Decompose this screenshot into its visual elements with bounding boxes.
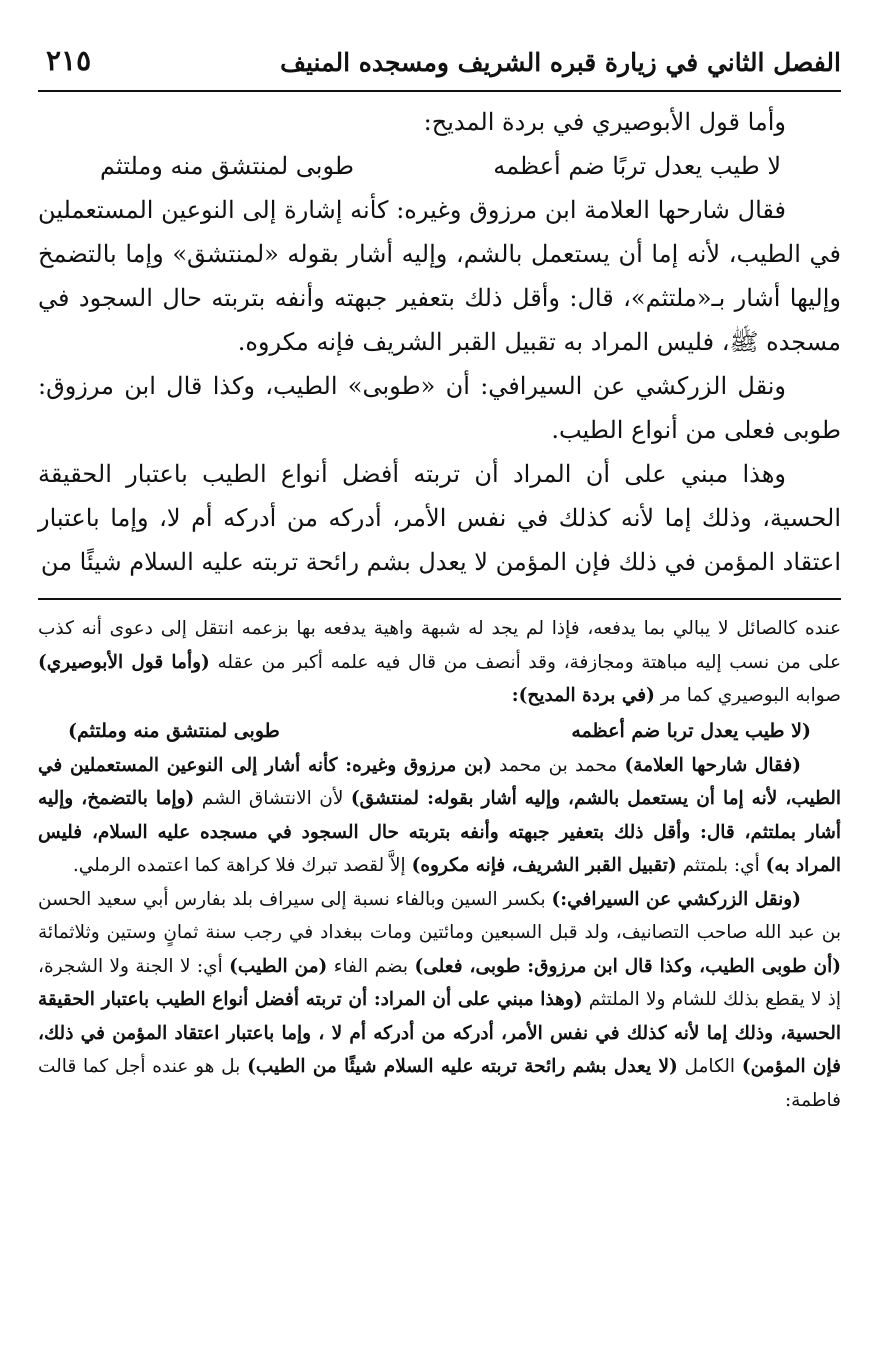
page-number: ٢١٥ — [46, 44, 92, 77]
note-text: بكسر السين وبالفاء نسبة إلى سيراف بلد بفارس أبي سعيد الحسن بن عبد الله صاحب التصانيف، ولد قبل السبعين ومائتين ومات ببغداد في رجب سنة ثمانٍ وستين وثلاثمائة — [38, 888, 841, 943]
poem-verse — [38, 144, 841, 188]
footnote-separator — [38, 598, 841, 600]
paragraph: فقال شارحها العلامة ابن مرزوق وغيره: كأنه إشارة إلى النوعين المستعملين في الطيب، لأنه إما أن يستعمل بالشم، وإليه أشار بقوله «لمنتشق» وإما بالتضمخ وإليها أشار بـ«ملتثم»، قال: وأقل ذلك بتعفير جبهته وأنفه بتربته حال السجود في مسجده ﷺ، فليس المراد به تقبيل القبر الشريف فإنه مكروه. — [38, 196, 841, 356]
quoted-text: (في بردة المديح): — [511, 685, 655, 706]
verse-first-hemistich: لا طيب يعدل تربًا ضم أعظمه — [493, 152, 781, 180]
paragraph: وهذا مبني على أن المراد أن تربته أفضل أنواع الطيب باعتبار الحقيقة الحسية، وذلك إما لأنه كذلك في نفس الأمر، أدركه من أدركه أم لا، وإما باعتبار اعتقاد المؤمن في ذلك فإن المؤمن لا يعدل بشم رائحة تربته عليه السلام شيئًا من — [38, 460, 841, 576]
poem-verse — [38, 713, 841, 749]
quoted-text: (من الطيب) — [229, 955, 328, 977]
note-text: إلاَّ لقصد تبرك فلا كراهة كما اعتمده الرملي. — [72, 855, 412, 876]
quoted-text: (لا يعدل بشم رائحة تربته عليه السلام شيئًا من الطيب) — [247, 1056, 678, 1077]
quoted-text: (ونقل الزركشي عن السيرافي:) — [551, 888, 801, 910]
verse-second-hemistich: طوبى لمنتشق منه وملتثم — [100, 152, 354, 180]
quoted-text: (أن طوبى الطيب، وكذا قال ابن مرزوق: طوبى، فعلى) — [414, 955, 842, 977]
quoted-text: (وهذا مبني على أن المراد: أن تربته أفضل أنواع الطيب باعتبار الحقيقة الحسية، وذلك إما لأنه كذلك في نفس الأمر، أدركه من أدركه أم لا ، وإما باعتبار اعتقاد المؤمن في ذلك، فإن المؤمن) — [38, 989, 841, 1077]
quoted-text: (بن مرزوق وغيره: كأنه أشار إلى النوعين المستعملين في الطيب، لأنه إما أن يستعمل بالشم، وإليه أشار بقوله: لمنتشق) — [38, 754, 841, 809]
note-text: بضم الفاء — [327, 955, 415, 977]
chapter-title: الفصل الثاني في زيارة قبره الشريف ومسجده المنيف — [280, 48, 841, 77]
intro-line: وأما قول الأبوصيري في بردة المديح: — [423, 108, 786, 136]
note-text: صوابه البوصيري كما مر — [654, 685, 841, 706]
page-header — [38, 42, 841, 92]
note-text: محمد بن محمد — [491, 754, 625, 776]
quoted-text: (تقبيل القبر الشريف، فإنه مكروه) — [411, 855, 677, 876]
quoted-text: (فقال شارحها العلامة) — [624, 754, 801, 776]
note-text: أي: بلمتثم — [676, 855, 766, 876]
verse-second-hemistich: طوبى لمنتشق منه وملتثم) — [68, 719, 280, 742]
note-paragraph — [38, 883, 841, 1118]
verse-first-hemistich: (لا طيب يعدل تربا ضم أعظمه — [571, 719, 811, 742]
note-text: لأن الانتشاق الشم — [194, 788, 351, 809]
commentary-notes — [38, 612, 841, 1117]
quoted-text: (وأما قول الأبوصيري) — [38, 651, 210, 673]
note-text: بل هو عنده أجل كما قالت فاطمة: — [38, 1056, 841, 1111]
note-text: أي: لا الجنة ولا الشجرة، إذ لا يقطع بذلك للشام ولا الملتثم — [38, 955, 842, 1010]
note-paragraph — [38, 612, 841, 713]
quoted-text: (وإما بالتضمخ، وإليه أشار بملتثم، قال: وأقل ذلك بتعفير جبهته وأنفه بتربته حال السجود في مسجده عليه السلام، فليس المراد به) — [38, 788, 841, 876]
note-text: عنده كالصائل لا يبالي بما يدفعه، فإذا لم يجد له شبهة واهية يدفعه بها بزعمه انتقل إلى دعوى أنه كذب على من نسب إليه مباهتة ومجازفة، وقد أنصف من قال فيه علمه أكبر من عقله — [38, 618, 842, 673]
main-text — [38, 100, 841, 584]
note-text: الكامل — [677, 1056, 742, 1077]
paragraph: ونقل الزركشي عن السيرافي: أن «طوبى» الطيب، وكذا قال ابن مرزوق: طوبى فعلى من أنواع الطيب. — [38, 372, 841, 444]
note-paragraph — [38, 749, 841, 883]
